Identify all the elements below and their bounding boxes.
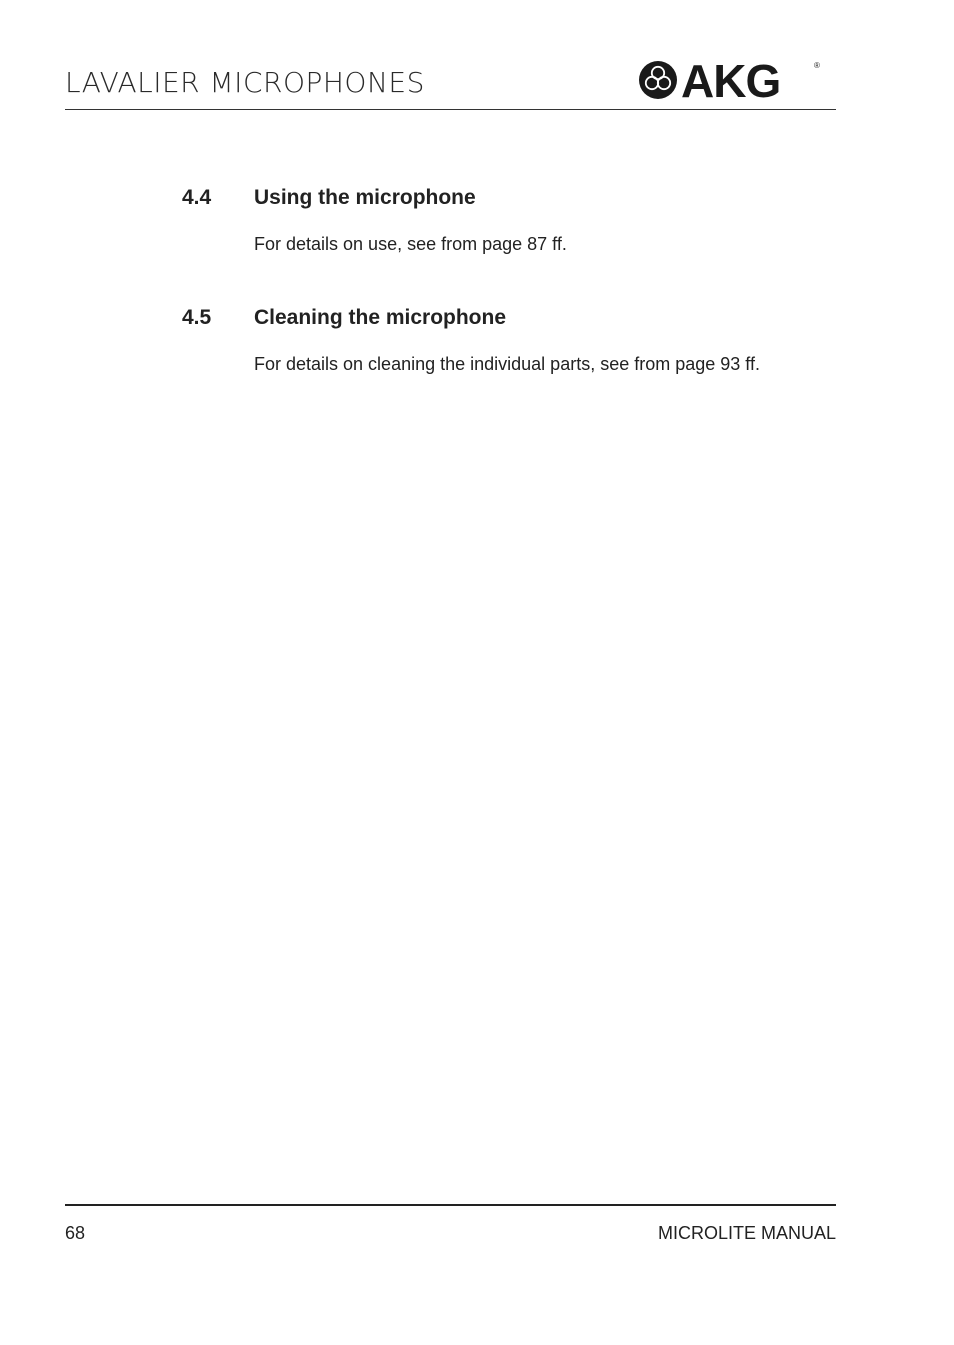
- akg-logo-emblem-icon: [639, 61, 677, 99]
- page-number: 68: [65, 1223, 86, 1243]
- footer-divider: [65, 1204, 836, 1206]
- header-divider: [65, 109, 836, 110]
- running-header-title: LAVALIER MICROPHONES: [65, 66, 425, 99]
- manual-name: MICROLITE MANUAL: [657, 1223, 836, 1243]
- section-paragraph: For details on use, see from page 87 ff.: [254, 234, 567, 254]
- akg-logo-wordmark: AKG: [681, 58, 781, 102]
- section-heading: Using the microphone: [254, 186, 476, 209]
- akg-logo: [637, 58, 822, 102]
- section-heading: Cleaning the microphone: [254, 306, 507, 329]
- section-number: 4.4: [182, 186, 212, 209]
- akg-logo-registered: ®: [814, 61, 820, 70]
- section-number: 4.5: [182, 306, 212, 329]
- section-paragraph: For details on cleaning the individual parts, see from page 93 ff.: [254, 354, 760, 374]
